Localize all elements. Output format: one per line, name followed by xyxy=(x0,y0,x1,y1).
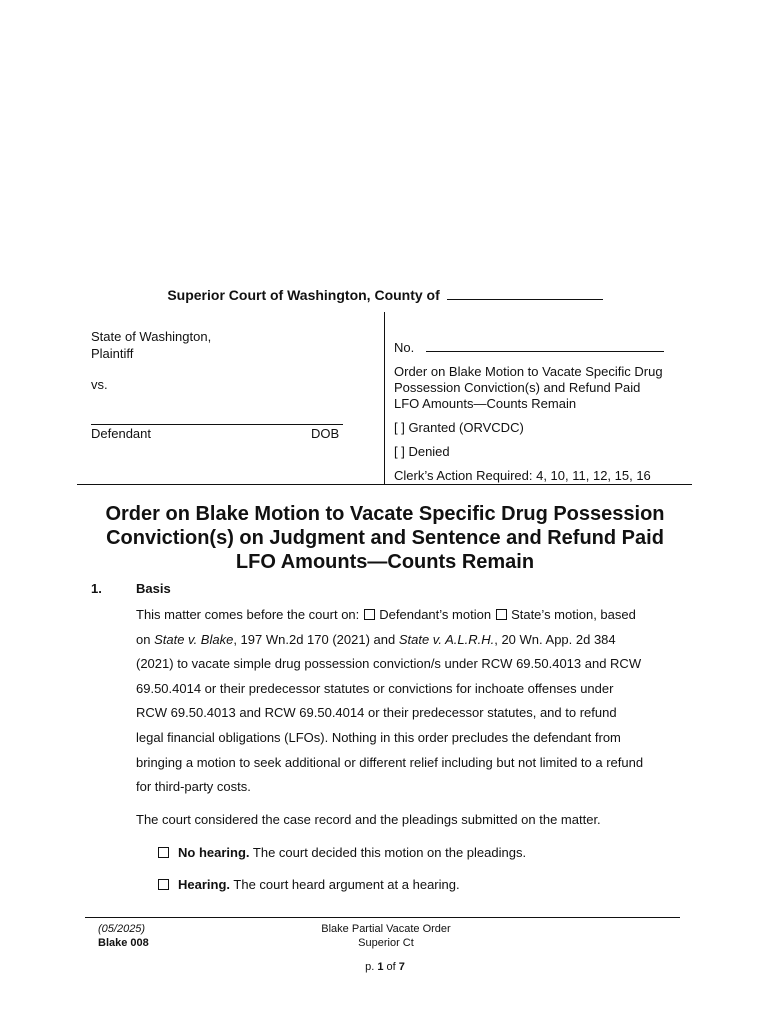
footer-rule xyxy=(85,917,680,918)
hearing-checkbox[interactable] xyxy=(158,879,169,890)
case-citation-blake: State v. Blake xyxy=(154,631,234,647)
footer-form-title: Blake Partial Vacate Order Superior Ct xyxy=(321,923,451,949)
no-hearing-checkbox[interactable] xyxy=(158,847,169,858)
section-number: 1. xyxy=(91,581,102,596)
plaintiff-label: Plaintiff xyxy=(91,346,134,361)
clerk-action: Clerk’s Action Required: 4, 10, 11, 12, 15, 16 xyxy=(394,468,651,483)
caption-order-title: Order on Blake Motion to Vacate Specific Drug Possession Conviction(s) and Refund Paid LFO Amounts—Counts Remain xyxy=(394,364,663,411)
case-citation-alrh: State v. A.L.R.H. xyxy=(398,631,495,647)
page-number: p. 1 of 7 xyxy=(365,961,405,973)
caption-divider xyxy=(384,312,385,484)
county-blank xyxy=(447,287,603,300)
versus: vs. xyxy=(91,377,108,392)
defendant-blank xyxy=(91,424,343,425)
case-number-blank xyxy=(426,340,664,352)
plaintiff-block xyxy=(91,328,211,362)
state-motion-checkbox[interactable] xyxy=(496,609,507,620)
court-title: Superior Court of Washington, County of xyxy=(0,287,770,303)
case-number: No. xyxy=(394,340,664,355)
basis-paragraph: This matter comes before the court on: Defendant’s motion State’s motion, based on State v. Blake, 197 Wn.2d 170 (2021) and State v. A.L.R.H., 20 Wn. App. 2d 384 (2021) to vacate simple drug possession conviction/s under RCW 69.50.4013 and RCW 69.50.4014 or their predecessor statutes or convictions for inchoate offenses under RCW 69.50.4013 and RCW 69.50.4014 or their predecessor statutes, and to refund legal financial obligations (LFOs). Nothing in this order precludes the defendant from bringing a motion to seek additional or different relief including but not limited to a refund for third-party costs. xyxy=(136,607,644,795)
page-title: Order on Blake Motion to Vacate Specific Drug Possession Conviction(s) on Judgment and Sentence and Refund Paid LFO Amounts—Counts Remain xyxy=(105,503,665,573)
dob-label: DOB xyxy=(311,426,340,441)
plaintiff-name: State of Washington, xyxy=(91,329,212,344)
defendant-motion-checkbox[interactable] xyxy=(364,609,375,620)
considered-text: The court considered the case record and the pleadings submitted on the matter. xyxy=(136,812,601,827)
hearing-option: Hearing. The court heard argument at a hearing. xyxy=(158,877,460,892)
granted-checkbox: [ ] Granted (ORVCDC) xyxy=(394,420,524,435)
caption-bottom-rule xyxy=(77,484,692,485)
footer-form-id: (05/2025) Blake 008 xyxy=(98,923,149,949)
denied-checkbox: [ ] Denied xyxy=(394,444,450,459)
no-hearing-option: No hearing. The court decided this motion on the pleadings. xyxy=(158,845,526,860)
defendant-label: Defendant xyxy=(91,426,151,441)
section-heading: Basis xyxy=(136,581,171,596)
